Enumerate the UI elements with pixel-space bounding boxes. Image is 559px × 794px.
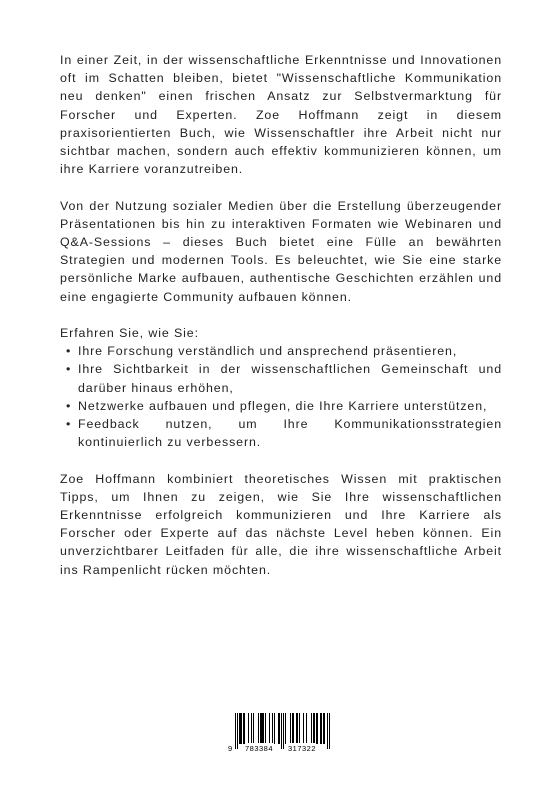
barcode-right-group: 317322 — [288, 744, 317, 753]
barcode-bar — [263, 713, 264, 744]
list-item — [60, 415, 502, 451]
list-item — [60, 360, 502, 396]
barcode-bar — [253, 713, 254, 744]
barcode-bar — [248, 713, 249, 744]
bullet-icon: • — [66, 344, 72, 359]
list-item-text: Netzwerke aufbauen und pflegen, die Ihre Karriere unterstützen, — [78, 398, 488, 413]
barcode-first-digit: 9 — [228, 744, 233, 753]
barcode-bar — [311, 713, 312, 744]
barcode-bar — [241, 713, 242, 744]
barcode-bar — [292, 713, 293, 744]
barcode-bar — [243, 713, 244, 744]
barcode-bar — [278, 713, 279, 744]
blurb-paragraph-1: In einer Zeit, in der wissenschaftliche Erkenntnisse und Innovationen oft im Schatten bleiben, bietet "Wissenschaftliche Kommunikation neu denken" einen frischen Ansatz zur Selbstvermarktung für Forscher und Experten. Zoe Hoffmann zeigt in diesem praxisorientierten Buch, wie Wissenschaftler ihre Arbeit nicht nur sichtbar machen, sondern auch effektiv kommunizieren können, um ihre Karriere voranzutreiben. — [60, 53, 502, 177]
barcode-bar — [240, 713, 241, 744]
barcode-bar — [258, 713, 259, 744]
list-item — [60, 342, 502, 360]
barcode-bar — [274, 713, 275, 744]
isbn-barcode — [228, 713, 334, 757]
blurb-paragraph-2: Von der Nutzung sozialer Medien über die Erstellung überzeugender Präsentationen bis hin zu interaktiven Formaten wie Webinaren und Q&A-Sessions – dieses Buch bietet eine Fülle an bewährten Strategien und modernen Tools. Es beleuchtet, wie Sie eine starke persönliche Marke aufbauen, authentische Geschichten erzählen und eine engagierte Community aufbauen können. — [60, 198, 502, 304]
blurb-text — [60, 51, 502, 597]
barcode-bar — [269, 713, 270, 744]
bullet-icon: • — [66, 362, 72, 377]
barcode-bar — [321, 713, 322, 744]
barcode-bar — [285, 713, 286, 744]
barcode-bar — [261, 713, 262, 744]
barcode-left-group: 783384 — [245, 744, 274, 753]
barcode-bar — [251, 713, 252, 744]
barcode-bar — [323, 713, 324, 744]
list-item-text: Ihre Sichtbarkeit in der wissenschaftlichen Gemeinschaft und darüber hinaus erhöhen, — [78, 362, 502, 395]
barcode-digits — [228, 743, 334, 755]
barcode-bar — [317, 713, 318, 744]
barcode-bar — [244, 713, 245, 744]
bullet-icon: • — [66, 398, 72, 413]
barcode-bar — [313, 713, 314, 744]
barcode-bar — [316, 713, 317, 744]
barcode-bar — [260, 713, 261, 744]
barcode-bar — [320, 713, 321, 744]
barcode-bar — [299, 713, 300, 744]
barcode-bar — [262, 713, 263, 744]
barcode-bar — [290, 713, 291, 744]
barcode-bar — [306, 713, 307, 744]
list-item — [60, 397, 502, 415]
barcode-bar — [293, 713, 294, 744]
closing-paragraph: Zoe Hoffmann kombiniert theoretisches Wissen mit praktischen Tipps, um Ihnen zu zeigen, wie Sie Ihre wissenschaftlichen Erkenntnisse erfolgreich kommunizieren und Ihre Karriere als Forscher oder Experte auf das nächste Level heben können. Ein unverzichtbarer Leitfaden für alle, die ihre wissenschaftliche Arbeit ins Rampenlicht rücken möchten. — [60, 471, 502, 577]
barcode-bar — [297, 713, 298, 744]
list-intro: Erfahren Sie, wie Sie: — [60, 326, 199, 341]
barcode-bar — [239, 713, 240, 744]
barcode-bar — [324, 713, 325, 744]
barcode-bar — [296, 713, 297, 744]
barcode-bar — [279, 713, 280, 744]
barcode-bar — [265, 713, 266, 744]
bullet-icon: • — [66, 417, 72, 432]
list-item-text: Feedback nutzen, um Ihre Kommunikationsstrategien kontinuierlich zu verbessern. — [78, 417, 502, 450]
list-item-text: Ihre Forschung verständlich und ansprechend präsentieren, — [78, 344, 458, 359]
barcode-bar — [303, 713, 304, 744]
barcode-bar — [314, 713, 315, 744]
barcode-bar — [272, 713, 273, 744]
benefits-list — [60, 342, 502, 451]
